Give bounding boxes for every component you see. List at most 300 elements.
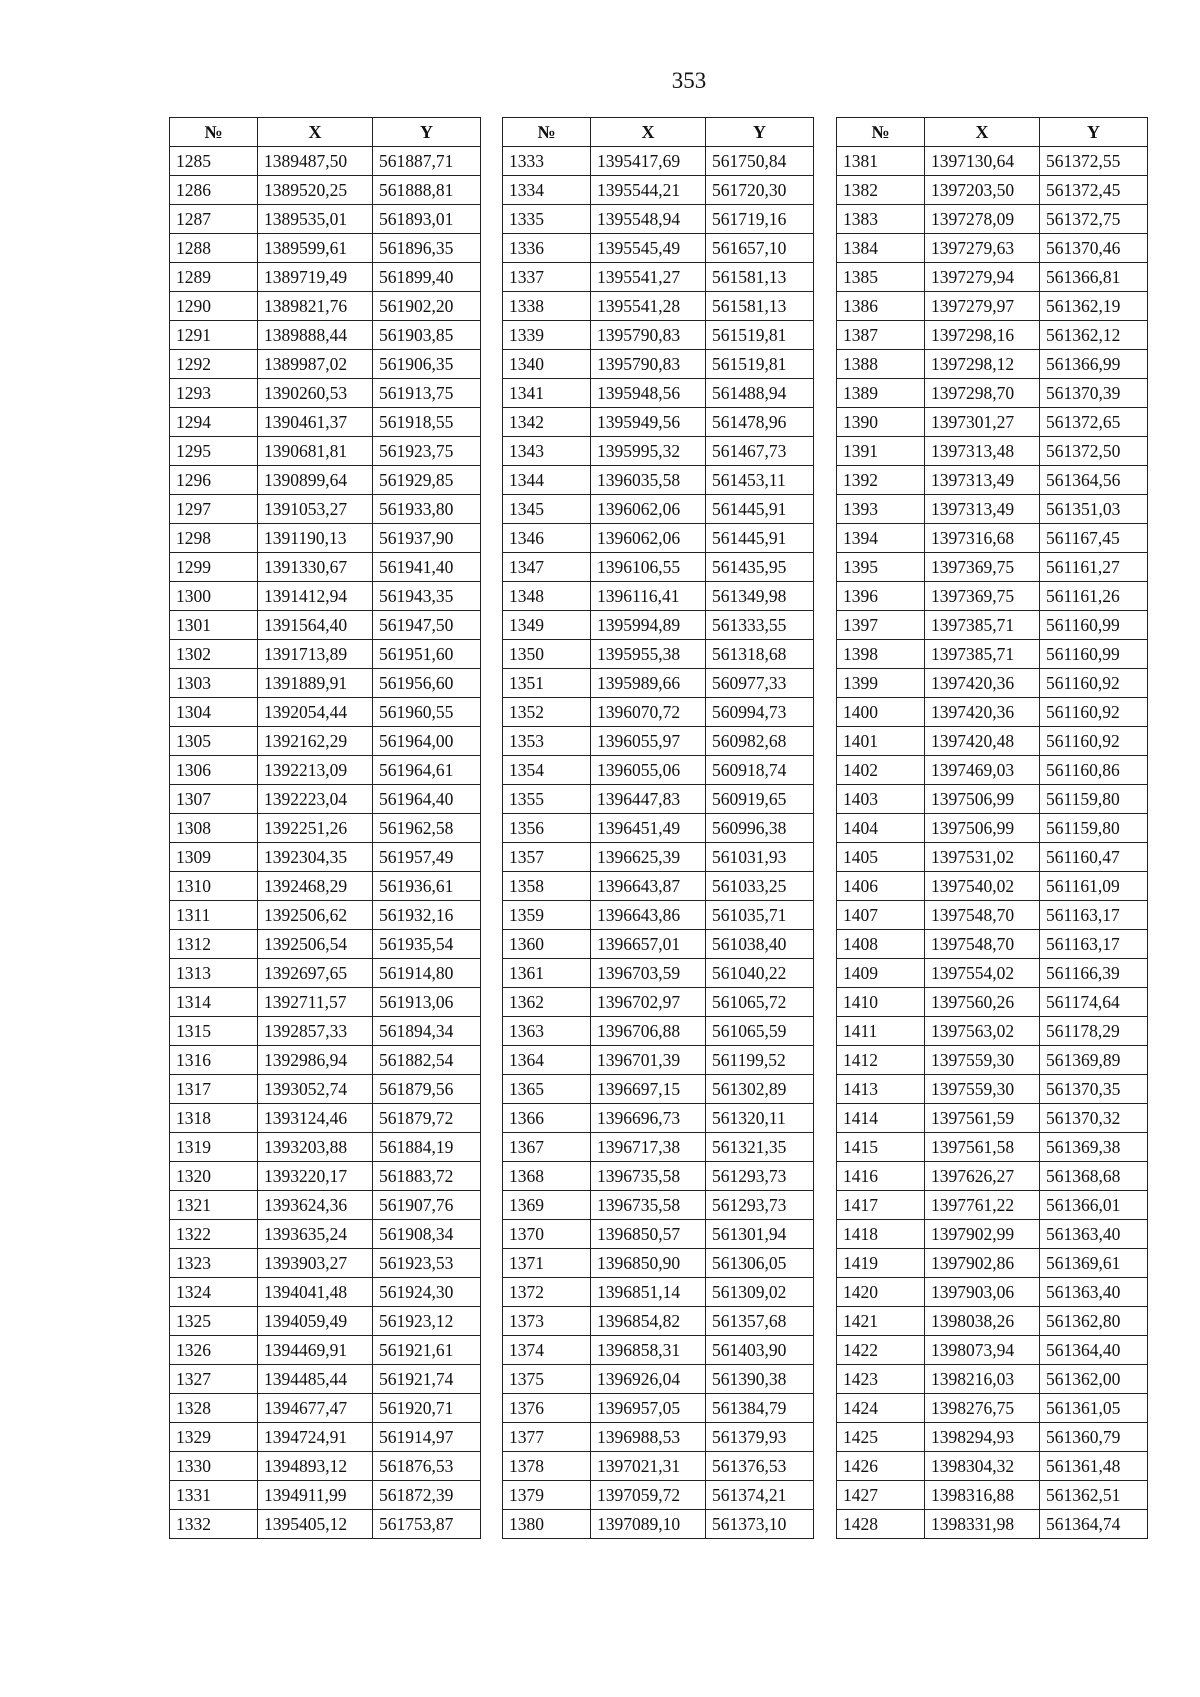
x-coordinate-cell: 1392054,44 xyxy=(258,698,373,727)
y-coordinate-cell: 561914,97 xyxy=(373,1423,481,1452)
point-number-cell: 1381 xyxy=(837,147,925,176)
x-coordinate-cell: 1394469,91 xyxy=(258,1336,373,1365)
table-row xyxy=(503,263,814,292)
x-coordinate-cell: 1395548,94 xyxy=(591,205,706,234)
point-number-cell: 1309 xyxy=(170,843,258,872)
x-coordinate-cell: 1393635,24 xyxy=(258,1220,373,1249)
y-coordinate-cell: 560996,38 xyxy=(706,814,814,843)
table-row xyxy=(170,640,481,669)
table-row xyxy=(503,1046,814,1075)
x-coordinate-cell: 1393203,88 xyxy=(258,1133,373,1162)
table-row xyxy=(837,611,1148,640)
x-coordinate-cell: 1396850,57 xyxy=(591,1220,706,1249)
point-number-cell: 1362 xyxy=(503,988,591,1017)
point-number-cell: 1412 xyxy=(837,1046,925,1075)
x-coordinate-cell: 1389719,49 xyxy=(258,263,373,292)
x-coordinate-cell: 1397561,58 xyxy=(925,1133,1040,1162)
table-row xyxy=(837,437,1148,466)
x-coordinate-cell: 1392468,29 xyxy=(258,872,373,901)
table-row xyxy=(837,1510,1148,1539)
x-coordinate-cell: 1396926,04 xyxy=(591,1365,706,1394)
y-coordinate-cell: 561351,03 xyxy=(1040,495,1148,524)
x-coordinate-cell: 1393624,36 xyxy=(258,1191,373,1220)
point-number-cell: 1314 xyxy=(170,988,258,1017)
y-coordinate-cell: 561364,40 xyxy=(1040,1336,1148,1365)
x-coordinate-cell: 1392697,65 xyxy=(258,959,373,988)
x-coordinate-cell: 1393052,74 xyxy=(258,1075,373,1104)
x-coordinate-cell: 1389821,76 xyxy=(258,292,373,321)
y-coordinate-cell: 561033,25 xyxy=(706,872,814,901)
table-row xyxy=(170,727,481,756)
y-coordinate-cell: 561372,50 xyxy=(1040,437,1148,466)
point-number-cell: 1372 xyxy=(503,1278,591,1307)
y-coordinate-cell: 561372,55 xyxy=(1040,147,1148,176)
x-coordinate-cell: 1392986,94 xyxy=(258,1046,373,1075)
table-row xyxy=(170,1481,481,1510)
x-coordinate-cell: 1395405,12 xyxy=(258,1510,373,1539)
table-row xyxy=(503,1249,814,1278)
y-coordinate-cell: 561369,61 xyxy=(1040,1249,1148,1278)
table-row xyxy=(170,872,481,901)
y-coordinate-cell: 561160,99 xyxy=(1040,640,1148,669)
y-coordinate-cell: 561876,53 xyxy=(373,1452,481,1481)
point-number-cell: 1418 xyxy=(837,1220,925,1249)
table-row xyxy=(837,1336,1148,1365)
table-row xyxy=(170,205,481,234)
y-coordinate-cell: 561932,16 xyxy=(373,901,481,930)
table-row xyxy=(170,814,481,843)
x-coordinate-cell: 1397278,09 xyxy=(925,205,1040,234)
point-number-cell: 1397 xyxy=(837,611,925,640)
y-coordinate-cell: 561941,40 xyxy=(373,553,481,582)
x-coordinate-cell: 1397279,94 xyxy=(925,263,1040,292)
x-coordinate-cell: 1389987,02 xyxy=(258,350,373,379)
table-row xyxy=(503,1017,814,1046)
x-coordinate-cell: 1397420,36 xyxy=(925,669,1040,698)
table-row xyxy=(837,901,1148,930)
point-number-cell: 1344 xyxy=(503,466,591,495)
x-coordinate-cell: 1396851,14 xyxy=(591,1278,706,1307)
table-row xyxy=(170,1278,481,1307)
point-number-cell: 1367 xyxy=(503,1133,591,1162)
y-coordinate-cell: 561924,30 xyxy=(373,1278,481,1307)
table-row xyxy=(503,1133,814,1162)
table-row xyxy=(503,205,814,234)
y-coordinate-cell: 561370,32 xyxy=(1040,1104,1148,1133)
point-number-cell: 1419 xyxy=(837,1249,925,1278)
y-coordinate-cell: 561657,10 xyxy=(706,234,814,263)
table-row xyxy=(170,1452,481,1481)
y-coordinate-cell: 561920,71 xyxy=(373,1394,481,1423)
point-number-cell: 1288 xyxy=(170,234,258,263)
table-row xyxy=(170,1046,481,1075)
point-number-cell: 1426 xyxy=(837,1452,925,1481)
y-coordinate-cell: 561038,40 xyxy=(706,930,814,959)
table-row xyxy=(170,756,481,785)
point-number-cell: 1320 xyxy=(170,1162,258,1191)
table-row xyxy=(837,1365,1148,1394)
y-coordinate-cell: 561362,51 xyxy=(1040,1481,1148,1510)
table-row xyxy=(503,640,814,669)
x-coordinate-cell: 1396850,90 xyxy=(591,1249,706,1278)
y-coordinate-cell: 561384,79 xyxy=(706,1394,814,1423)
y-coordinate-cell: 561318,68 xyxy=(706,640,814,669)
x-coordinate-cell: 1394041,48 xyxy=(258,1278,373,1307)
table-row xyxy=(503,843,814,872)
y-coordinate-cell: 561888,81 xyxy=(373,176,481,205)
point-number-cell: 1387 xyxy=(837,321,925,350)
point-number-cell: 1289 xyxy=(170,263,258,292)
point-number-cell: 1408 xyxy=(837,930,925,959)
y-coordinate-cell: 561894,34 xyxy=(373,1017,481,1046)
point-number-cell: 1317 xyxy=(170,1075,258,1104)
y-coordinate-cell: 561065,59 xyxy=(706,1017,814,1046)
y-coordinate-cell: 561902,20 xyxy=(373,292,481,321)
y-coordinate-cell: 561918,55 xyxy=(373,408,481,437)
point-number-cell: 1403 xyxy=(837,785,925,814)
point-number-cell: 1380 xyxy=(503,1510,591,1539)
table-row xyxy=(503,1510,814,1539)
y-coordinate-cell: 561309,02 xyxy=(706,1278,814,1307)
point-number-cell: 1330 xyxy=(170,1452,258,1481)
point-number-cell: 1420 xyxy=(837,1278,925,1307)
y-coordinate-cell: 561964,00 xyxy=(373,727,481,756)
x-coordinate-cell: 1396070,72 xyxy=(591,698,706,727)
point-number-cell: 1325 xyxy=(170,1307,258,1336)
point-number-cell: 1424 xyxy=(837,1394,925,1423)
point-number-cell: 1306 xyxy=(170,756,258,785)
y-coordinate-cell: 561160,47 xyxy=(1040,843,1148,872)
x-coordinate-cell: 1397279,97 xyxy=(925,292,1040,321)
point-number-cell: 1361 xyxy=(503,959,591,988)
x-coordinate-cell: 1395417,69 xyxy=(591,147,706,176)
y-coordinate-cell: 561163,17 xyxy=(1040,901,1148,930)
table-row xyxy=(503,785,814,814)
table-row xyxy=(503,176,814,205)
x-coordinate-cell: 1397902,99 xyxy=(925,1220,1040,1249)
table-row xyxy=(837,379,1148,408)
x-coordinate-cell: 1397279,63 xyxy=(925,234,1040,263)
x-coordinate-cell: 1398316,88 xyxy=(925,1481,1040,1510)
point-number-cell: 1334 xyxy=(503,176,591,205)
point-number-cell: 1390 xyxy=(837,408,925,437)
x-coordinate-cell: 1397903,06 xyxy=(925,1278,1040,1307)
table-row xyxy=(503,611,814,640)
point-number-cell: 1355 xyxy=(503,785,591,814)
table-row xyxy=(837,524,1148,553)
table-row xyxy=(170,321,481,350)
x-coordinate-cell: 1397560,26 xyxy=(925,988,1040,1017)
x-coordinate-cell: 1396858,31 xyxy=(591,1336,706,1365)
table-row xyxy=(503,147,814,176)
point-number-cell: 1360 xyxy=(503,930,591,959)
y-coordinate-cell: 561160,92 xyxy=(1040,698,1148,727)
x-coordinate-cell: 1397298,16 xyxy=(925,321,1040,350)
x-coordinate-cell: 1397369,75 xyxy=(925,582,1040,611)
point-number-cell: 1395 xyxy=(837,553,925,582)
table-row xyxy=(170,959,481,988)
point-number-cell: 1352 xyxy=(503,698,591,727)
y-coordinate-cell: 561907,76 xyxy=(373,1191,481,1220)
y-coordinate-cell: 561893,01 xyxy=(373,205,481,234)
y-coordinate-cell: 561914,80 xyxy=(373,959,481,988)
point-number-cell: 1345 xyxy=(503,495,591,524)
table-row xyxy=(170,669,481,698)
table-body xyxy=(170,147,481,1539)
y-coordinate-cell: 561951,60 xyxy=(373,640,481,669)
y-coordinate-cell: 561435,95 xyxy=(706,553,814,582)
table-row xyxy=(170,930,481,959)
table-row xyxy=(170,408,481,437)
y-coordinate-cell: 560982,68 xyxy=(706,727,814,756)
point-number-cell: 1413 xyxy=(837,1075,925,1104)
y-coordinate-cell: 561478,96 xyxy=(706,408,814,437)
x-coordinate-cell: 1392251,26 xyxy=(258,814,373,843)
y-coordinate-cell: 561947,50 xyxy=(373,611,481,640)
point-number-cell: 1351 xyxy=(503,669,591,698)
table-row xyxy=(503,1162,814,1191)
y-coordinate-cell: 561160,99 xyxy=(1040,611,1148,640)
table-row xyxy=(837,843,1148,872)
x-coordinate-cell: 1391330,67 xyxy=(258,553,373,582)
table-row xyxy=(170,1423,481,1452)
point-number-cell: 1321 xyxy=(170,1191,258,1220)
y-coordinate-cell: 561333,55 xyxy=(706,611,814,640)
point-number-cell: 1328 xyxy=(170,1394,258,1423)
table-row xyxy=(837,959,1148,988)
y-coordinate-cell: 561379,93 xyxy=(706,1423,814,1452)
y-coordinate-cell: 561899,40 xyxy=(373,263,481,292)
table-row xyxy=(503,1365,814,1394)
table-row xyxy=(170,1075,481,1104)
y-coordinate-cell: 561908,34 xyxy=(373,1220,481,1249)
column-header-y: Y xyxy=(706,118,814,147)
x-coordinate-cell: 1396451,49 xyxy=(591,814,706,843)
point-number-cell: 1313 xyxy=(170,959,258,988)
y-coordinate-cell: 561199,52 xyxy=(706,1046,814,1075)
point-number-cell: 1366 xyxy=(503,1104,591,1133)
x-coordinate-cell: 1393220,17 xyxy=(258,1162,373,1191)
x-coordinate-cell: 1391564,40 xyxy=(258,611,373,640)
y-coordinate-cell: 561362,00 xyxy=(1040,1365,1148,1394)
y-coordinate-cell: 561372,75 xyxy=(1040,205,1148,234)
point-number-cell: 1365 xyxy=(503,1075,591,1104)
y-coordinate-cell: 560977,33 xyxy=(706,669,814,698)
x-coordinate-cell: 1397540,02 xyxy=(925,872,1040,901)
point-number-cell: 1422 xyxy=(837,1336,925,1365)
point-number-cell: 1377 xyxy=(503,1423,591,1452)
y-coordinate-cell: 561923,53 xyxy=(373,1249,481,1278)
x-coordinate-cell: 1397298,12 xyxy=(925,350,1040,379)
x-coordinate-cell: 1397548,70 xyxy=(925,901,1040,930)
point-number-cell: 1316 xyxy=(170,1046,258,1075)
point-number-cell: 1293 xyxy=(170,379,258,408)
table-header-row xyxy=(837,118,1148,147)
y-coordinate-cell: 561366,81 xyxy=(1040,263,1148,292)
x-coordinate-cell: 1397548,70 xyxy=(925,930,1040,959)
point-number-cell: 1423 xyxy=(837,1365,925,1394)
x-coordinate-cell: 1396643,86 xyxy=(591,901,706,930)
point-number-cell: 1379 xyxy=(503,1481,591,1510)
point-number-cell: 1348 xyxy=(503,582,591,611)
x-coordinate-cell: 1397563,02 xyxy=(925,1017,1040,1046)
point-number-cell: 1346 xyxy=(503,524,591,553)
x-coordinate-cell: 1396035,58 xyxy=(591,466,706,495)
x-coordinate-cell: 1397369,75 xyxy=(925,553,1040,582)
x-coordinate-cell: 1397130,64 xyxy=(925,147,1040,176)
table-row xyxy=(837,466,1148,495)
x-coordinate-cell: 1396062,06 xyxy=(591,524,706,553)
point-number-cell: 1411 xyxy=(837,1017,925,1046)
table-row xyxy=(170,1365,481,1394)
table-row xyxy=(837,1017,1148,1046)
table-row xyxy=(170,611,481,640)
y-coordinate-cell: 561374,21 xyxy=(706,1481,814,1510)
x-coordinate-cell: 1396625,39 xyxy=(591,843,706,872)
table-row xyxy=(170,1220,481,1249)
table-row xyxy=(503,988,814,1017)
x-coordinate-cell: 1395995,32 xyxy=(591,437,706,466)
y-coordinate-cell: 561467,73 xyxy=(706,437,814,466)
table-row xyxy=(837,1249,1148,1278)
table-row xyxy=(170,263,481,292)
point-number-cell: 1336 xyxy=(503,234,591,263)
point-number-cell: 1294 xyxy=(170,408,258,437)
point-number-cell: 1297 xyxy=(170,495,258,524)
table-row xyxy=(837,930,1148,959)
x-coordinate-cell: 1395989,66 xyxy=(591,669,706,698)
table-row xyxy=(837,872,1148,901)
table-row xyxy=(837,205,1148,234)
point-number-cell: 1427 xyxy=(837,1481,925,1510)
y-coordinate-cell: 561929,85 xyxy=(373,466,481,495)
y-coordinate-cell: 561320,11 xyxy=(706,1104,814,1133)
x-coordinate-cell: 1394059,49 xyxy=(258,1307,373,1336)
point-number-cell: 1285 xyxy=(170,147,258,176)
point-number-cell: 1326 xyxy=(170,1336,258,1365)
x-coordinate-cell: 1391713,89 xyxy=(258,640,373,669)
point-number-cell: 1374 xyxy=(503,1336,591,1365)
table-row xyxy=(170,843,481,872)
x-coordinate-cell: 1389535,01 xyxy=(258,205,373,234)
point-number-cell: 1323 xyxy=(170,1249,258,1278)
x-coordinate-cell: 1395545,49 xyxy=(591,234,706,263)
y-coordinate-cell: 561960,55 xyxy=(373,698,481,727)
point-number-cell: 1338 xyxy=(503,292,591,321)
x-coordinate-cell: 1397420,36 xyxy=(925,698,1040,727)
y-coordinate-cell: 561937,90 xyxy=(373,524,481,553)
table-row xyxy=(170,176,481,205)
x-coordinate-cell: 1398073,94 xyxy=(925,1336,1040,1365)
y-coordinate-cell: 561163,17 xyxy=(1040,930,1148,959)
point-number-cell: 1399 xyxy=(837,669,925,698)
point-number-cell: 1342 xyxy=(503,408,591,437)
table-row xyxy=(837,408,1148,437)
y-coordinate-cell: 561936,61 xyxy=(373,872,481,901)
point-number-cell: 1291 xyxy=(170,321,258,350)
y-coordinate-cell: 561964,40 xyxy=(373,785,481,814)
x-coordinate-cell: 1395541,28 xyxy=(591,292,706,321)
x-coordinate-cell: 1397554,02 xyxy=(925,959,1040,988)
x-coordinate-cell: 1396717,38 xyxy=(591,1133,706,1162)
point-number-cell: 1405 xyxy=(837,843,925,872)
y-coordinate-cell: 561362,80 xyxy=(1040,1307,1148,1336)
x-coordinate-cell: 1392506,62 xyxy=(258,901,373,930)
table-row xyxy=(837,321,1148,350)
y-coordinate-cell: 561370,39 xyxy=(1040,379,1148,408)
table-row xyxy=(170,1510,481,1539)
y-coordinate-cell: 561403,90 xyxy=(706,1336,814,1365)
y-coordinate-cell: 561445,91 xyxy=(706,524,814,553)
table-row xyxy=(170,379,481,408)
x-coordinate-cell: 1396447,83 xyxy=(591,785,706,814)
x-coordinate-cell: 1392711,57 xyxy=(258,988,373,1017)
table-row xyxy=(503,669,814,698)
y-coordinate-cell: 561373,10 xyxy=(706,1510,814,1539)
point-number-cell: 1363 xyxy=(503,1017,591,1046)
y-coordinate-cell: 561360,79 xyxy=(1040,1423,1148,1452)
x-coordinate-cell: 1396055,06 xyxy=(591,756,706,785)
table-row xyxy=(837,553,1148,582)
x-coordinate-cell: 1390461,37 xyxy=(258,408,373,437)
y-coordinate-cell: 561923,75 xyxy=(373,437,481,466)
column-header-x: X xyxy=(925,118,1040,147)
x-coordinate-cell: 1389599,61 xyxy=(258,234,373,263)
table-row xyxy=(503,466,814,495)
table-row xyxy=(170,1307,481,1336)
table-row xyxy=(503,756,814,785)
y-coordinate-cell: 561065,72 xyxy=(706,988,814,1017)
y-coordinate-cell: 560919,65 xyxy=(706,785,814,814)
table-row xyxy=(503,1394,814,1423)
table-row xyxy=(170,785,481,814)
table-row xyxy=(503,553,814,582)
table-row xyxy=(503,408,814,437)
coordinates-table-3 xyxy=(836,117,1148,1539)
table-row xyxy=(503,814,814,843)
table-row xyxy=(170,350,481,379)
table-row xyxy=(170,524,481,553)
y-coordinate-cell: 561161,26 xyxy=(1040,582,1148,611)
table-body xyxy=(837,147,1148,1539)
table-row xyxy=(503,1423,814,1452)
y-coordinate-cell: 561160,92 xyxy=(1040,727,1148,756)
table-row xyxy=(170,1336,481,1365)
table-row xyxy=(837,1220,1148,1249)
column-header-number: № xyxy=(503,118,591,147)
table-row xyxy=(837,582,1148,611)
table-row xyxy=(837,495,1148,524)
y-coordinate-cell: 561363,40 xyxy=(1040,1220,1148,1249)
x-coordinate-cell: 1398038,26 xyxy=(925,1307,1040,1336)
x-coordinate-cell: 1396703,59 xyxy=(591,959,706,988)
y-coordinate-cell: 561453,11 xyxy=(706,466,814,495)
y-coordinate-cell: 561957,49 xyxy=(373,843,481,872)
x-coordinate-cell: 1396854,82 xyxy=(591,1307,706,1336)
x-coordinate-cell: 1390260,53 xyxy=(258,379,373,408)
x-coordinate-cell: 1398304,32 xyxy=(925,1452,1040,1481)
x-coordinate-cell: 1397059,72 xyxy=(591,1481,706,1510)
y-coordinate-cell: 561364,56 xyxy=(1040,466,1148,495)
table-row xyxy=(837,698,1148,727)
y-coordinate-cell: 561879,72 xyxy=(373,1104,481,1133)
point-number-cell: 1302 xyxy=(170,640,258,669)
y-coordinate-cell: 561321,35 xyxy=(706,1133,814,1162)
y-coordinate-cell: 561962,58 xyxy=(373,814,481,843)
y-coordinate-cell: 561366,99 xyxy=(1040,350,1148,379)
y-coordinate-cell: 561160,86 xyxy=(1040,756,1148,785)
point-number-cell: 1400 xyxy=(837,698,925,727)
